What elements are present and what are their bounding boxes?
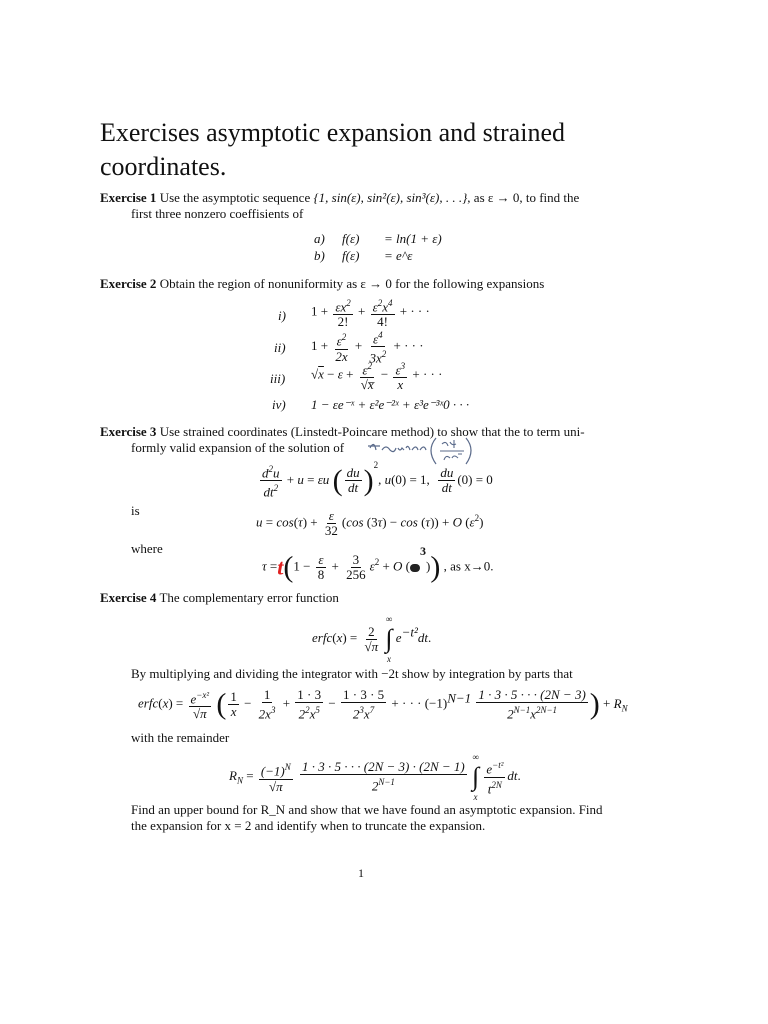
exercise-3-label: Exercise 3: [100, 424, 157, 439]
exercise-1-item-a: a) f(ε) = ln(1 + ε): [314, 231, 442, 246]
exercise-2-text: Exercise 2 Obtain the region of nonuniformity as ε → 0 for the following expansions: [100, 276, 545, 291]
exercise-3-ode: $\frac{d^2u}{dt^2}$ + u = εu ( $\frac{du}{dt}$ )$^2$, u(0) = 1, $\frac{du}{dt}$ (0) = 0: [262, 460, 493, 500]
exercise-4-text4: Find an upper bound for R_N and show that we have found an asymptotic expansion. Find the expansion for x = 2 and identify when to truncate the expansion.: [131, 802, 603, 833]
page-title: Exercises asymptotic expansion and strained coordinates.: [100, 118, 565, 181]
exercise-1-text-line2: first three nonzero coeffisients of: [131, 206, 304, 221]
exercise-1-text: [100, 190, 630, 222]
exercise-4-label: Exercise 4: [100, 590, 157, 605]
exercise-4-text2: By multiplying and dividing the integrator with −2t show by integration by parts that: [131, 666, 573, 681]
exercise-2-tag-ii: ii): [274, 340, 286, 355]
exercise-3-is: is: [131, 503, 140, 518]
exercise-4-erfc-def: erfc(x) = $\frac{2}{√\pi}$ ∞ ∫ x $e^{-t^2}dt$.: [312, 614, 432, 664]
exercise-2-label: Exercise 2: [100, 276, 157, 291]
exercise-4-text: Exercise 4 The complementary error function: [100, 590, 339, 605]
exercise-4-expansion: erfc(x) = $\frac{e^{-x^2}}{√\pi}$ ( $\frac{1}{x}$ − $\frac{1}{2x^3}$ + $\frac{1 \cdot 3}{2^2x^5}$ − $\frac{1 \cdot 3 \cdot 5}{2^3x^7}$ + · · · $(-1)^{N-1}$ $\frac{1 \cdot 3 \cdot 5 \cdot \cdot \cdot (2N - 3)}{2^{N-1}x^{2N-1}}$ ) + $R_N$: [138, 687, 628, 722]
exercise-1-text-a: Use the asymptotic sequence: [159, 190, 311, 205]
exercise-2-expr-ii: 1 + $\frac{\varepsilon^2}{2x}$ + $\frac{\varepsilon^4}{3x^2}$ + · · ·: [311, 330, 424, 366]
exercise-2-tag-i: i): [278, 308, 286, 323]
exercise-4-remainder: $R_N$ = $\frac{(-1)^N}{√\pi}$ $\frac{1 \cdot 3 \cdot 5 \cdot \cdot \cdot (2N - 3) \cdot (2N - 1)}{2^{N-1}}$ ∞ ∫ x $\frac{e^{-t^2}}{t^{2N}}$ dt.: [229, 752, 521, 802]
exercise-2-expr-iii: √x − ε + $\frac{\varepsilon^2}{√x̅}$ − $\frac{\varepsilon^3}{x}$ + · · ·: [311, 361, 443, 393]
exercise-1-label: Exercise 1: [100, 190, 157, 205]
exercise-1-sequence: {1, sin(ε), sin²(ε), sin³(ε), . . .}: [313, 190, 468, 205]
exercise-3-where: where: [131, 541, 163, 556]
exercise-2-expr-iv: 1 − εe⁻ˣ + ε²e⁻²ˣ + ε³e⁻³ˣ0 · · ·: [311, 397, 470, 412]
exercise-3-text: Exercise 3 Use strained coordinates (Linstedt-Poincare method) to show that the to term uni- formly valid expansion of the solution of: [100, 424, 585, 455]
exercise-1-item-b: b) f(ε) = e^ε: [314, 248, 413, 263]
exercise-2-tag-iv: iv): [272, 397, 286, 412]
exercise-2-expr-i: 1 + $\frac{\varepsilon x^2}{2!}$ + $\frac{\varepsilon^2x^4}{4!}$ + · · ·: [311, 298, 430, 330]
page-number: 1: [358, 866, 364, 880]
exercise-1-text-b: , as ε → 0, to find the: [467, 190, 580, 205]
exercise-3-solution: u = cos(τ) + $\frac{\varepsilon}{32}$ (cos (3τ) − cos (τ)) + O $(\varepsilon^2)$: [256, 508, 484, 538]
exercise-2-tag-iii: iii): [270, 371, 286, 386]
exercise-4-text3: with the remainder: [131, 730, 230, 745]
exercise-3-tau: τ =t(1 − $\frac{\varepsilon}{8}$ + $\frac{3}{256}$ $\varepsilon^2 + O$ ($^3$)) , as x→0.: [262, 544, 494, 584]
